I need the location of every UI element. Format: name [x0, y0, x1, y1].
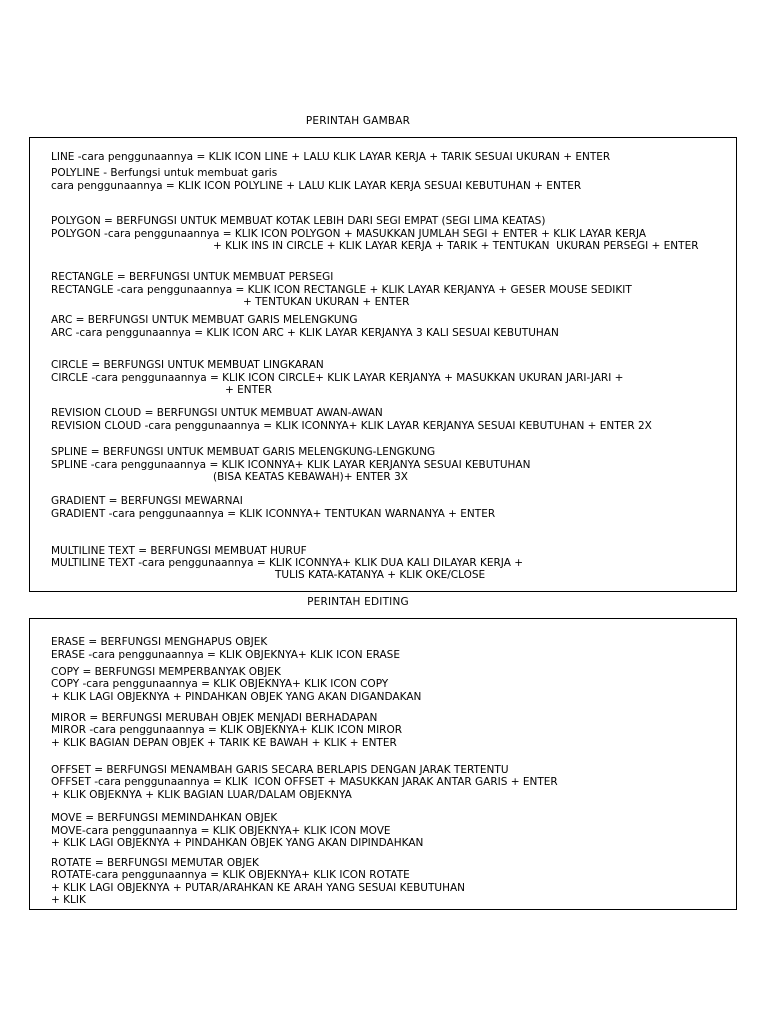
section-title-gambar: PERINTAH GAMBAR: [305, 115, 411, 127]
gambar-line: POLYLINE - Berfungsi untuk membuat garis: [51, 167, 278, 179]
gambar-line: POLYGON = BERFUNGSI UNTUK MEMBUAT KOTAK LEBIH DARI SEGI EMPAT (SEGI LIMA KEATAS): [51, 215, 546, 227]
gambar-line: cara penggunaannya = KLIK ICON POLYLINE + LALU KLIK LAYAR KERJA SESUAI KEBUTUHAN + ENTER: [51, 180, 582, 192]
gambar-line: SPLINE -cara penggunaannya = KLIK ICONNYA+ KLIK LAYAR KERJANYA SESUAI KEBUTUHAN: [51, 459, 531, 471]
editing-line: + KLIK LAGI OBJEKNYA + PINDAHKAN OBJEK YANG AKAN DIPINDAHKAN: [51, 837, 424, 849]
section-title-editing: PERINTAH EDITING: [307, 596, 409, 608]
editing-line: ROTATE = BERFUNGSI MEMUTAR OBJEK: [51, 857, 259, 869]
gambar-line: ARC = BERFUNGSI UNTUK MEMBUAT GARIS MELENGKUNG: [51, 314, 358, 326]
editing-line: MOVE-cara penggunaannya = KLIK OBJEKNYA+ KLIK ICON MOVE: [51, 825, 391, 837]
gambar-line: RECTANGLE = BERFUNGSI UNTUK MEMBUAT PERSEGI: [51, 271, 334, 283]
editing-line: COPY -cara penggunaannya = KLIK OBJEKNYA+ KLIK ICON COPY: [51, 678, 389, 690]
editing-line: + KLIK: [51, 894, 86, 906]
editing-line: + KLIK LAGI OBJEKNYA + PINDAHKAN OBJEK YANG AKAN DIGANDAKAN: [51, 691, 422, 703]
editing-line: MOVE = BERFUNGSI MEMINDAHKAN OBJEK: [51, 812, 278, 824]
gambar-line: (BISA KEATAS KEBAWAH)+ ENTER 3X: [213, 471, 408, 483]
gambar-line: SPLINE = BERFUNGSI UNTUK MEMBUAT GARIS MELENGKUNG-LENGKUNG: [51, 446, 436, 458]
editing-line: + KLIK BAGIAN DEPAN OBJEK + TARIK KE BAWAH + KLIK + ENTER: [51, 737, 397, 749]
editing-line: + KLIK OBJEKNYA + KLIK BAGIAN LUAR/DALAM OBJEKNYA: [51, 789, 352, 801]
gambar-line: MULTILINE TEXT = BERFUNGSI MEMBUAT HURUF: [51, 545, 307, 557]
gambar-line: POLYGON -cara penggunaannya = KLIK ICON POLYGON + MASUKKAN JUMLAH SEGI + ENTER + KLIK LAYAR KERJA: [51, 228, 647, 240]
editing-line: ERASE -cara penggunaannya = KLIK OBJEKNYA+ KLIK ICON ERASE: [51, 649, 400, 661]
gambar-line: RECTANGLE -cara penggunaannya = KLIK ICON RECTANGLE + KLIK LAYAR KERJANYA + GESER MOUSE SEDIKIT: [51, 284, 632, 296]
editing-line: OFFSET = BERFUNGSI MENAMBAH GARIS SECARA BERLAPIS DENGAN JARAK TERTENTU: [51, 764, 509, 776]
editing-line: MIROR -cara penggunaannya = KLIK OBJEKNYA+ KLIK ICON MIROR: [51, 724, 403, 736]
gambar-line: + ENTER: [225, 384, 272, 396]
gambar-line: GRADIENT -cara penggunaannya = KLIK ICONNYA+ TENTUKAN WARNANYA + ENTER: [51, 508, 496, 520]
gambar-line: LINE -cara penggunaannya = KLIK ICON LINE + LALU KLIK LAYAR KERJA + TARIK SESUAI UKURAN + ENTER: [51, 151, 611, 163]
editing-line: OFFSET -cara penggunaannya = KLIK ICON OFFSET + MASUKKAN JARAK ANTAR GARIS + ENTER: [51, 776, 558, 788]
gambar-line: GRADIENT = BERFUNGSI MEWARNAI: [51, 495, 243, 507]
gambar-line: + TENTUKAN UKURAN + ENTER: [243, 296, 410, 308]
editing-line: ROTATE-cara penggunaannya = KLIK OBJEKNYA+ KLIK ICON ROTATE: [51, 869, 410, 881]
editing-line: ERASE = BERFUNGSI MENGHAPUS OBJEK: [51, 636, 268, 648]
gambar-line: REVISION CLOUD -cara penggunaannya = KLIK ICONNYA+ KLIK LAYAR KERJANYA SESUAI KEBUTUHAN + ENTER 2X: [51, 420, 652, 432]
editing-line: COPY = BERFUNGSI MEMPERBANYAK OBJEK: [51, 666, 281, 678]
gambar-line: REVISION CLOUD = BERFUNGSI UNTUK MEMBUAT AWAN-AWAN: [51, 407, 383, 419]
gambar-line: ARC -cara penggunaannya = KLIK ICON ARC + KLIK LAYAR KERJANYA 3 KALI SESUAI KEBUTUHAN: [51, 327, 559, 339]
editing-line: + KLIK LAGI OBJEKNYA + PUTAR/ARAHKAN KE ARAH YANG SESUAI KEBUTUHAN: [51, 882, 466, 894]
gambar-line: + KLIK INS IN CIRCLE + KLIK LAYAR KERJA + TARIK + TENTUKAN UKURAN PERSEGI + ENTER: [213, 240, 699, 252]
gambar-line: TULIS KATA-KATANYA + KLIK OKE/CLOSE: [275, 569, 486, 581]
gambar-line: CIRCLE -cara penggunaannya = KLIK ICON CIRCLE+ KLIK LAYAR KERJANYA + MASUKKAN UKURAN JARI-JARI +: [51, 372, 624, 384]
gambar-line: CIRCLE = BERFUNGSI UNTUK MEMBUAT LINGKARAN: [51, 359, 324, 371]
gambar-line: MULTILINE TEXT -cara penggunaannya = KLIK ICONNYA+ KLIK DUA KALI DILAYAR KERJA +: [51, 557, 524, 569]
editing-line: MIROR = BERFUNGSI MERUBAH OBJEK MENJADI BERHADAPAN: [51, 712, 378, 724]
